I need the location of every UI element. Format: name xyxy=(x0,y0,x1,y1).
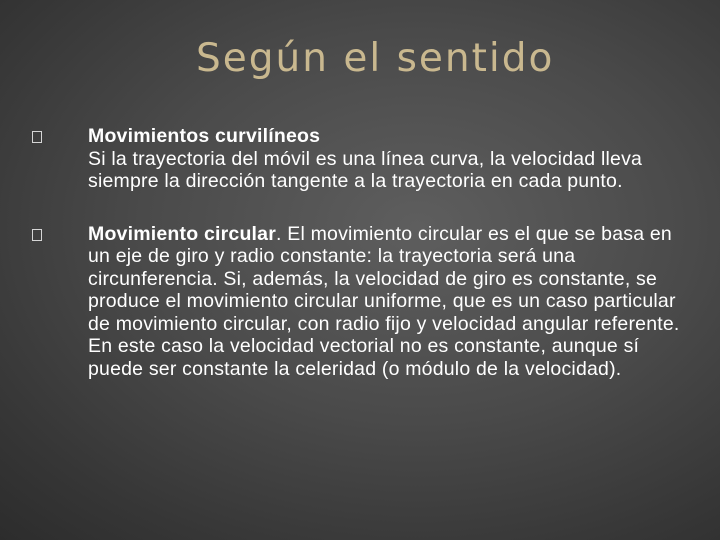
slide-title: Según el sentido xyxy=(196,36,555,81)
bullet-heading: Movimientos curvilíneos xyxy=(88,125,321,147)
bullet-heading: Movimiento circular xyxy=(88,222,277,245)
square-bullet-icon xyxy=(32,229,42,241)
bullet-item-circular xyxy=(32,223,682,381)
bullet-list xyxy=(32,125,682,380)
bullet-text: . El movimiento circular es el que se basa en un eje de giro y radio constante: la trayectoria será una circunferencia. Si, además, la velocidad de giro es constante, se produce el movimiento circular uniforme, que es un caso particular de movimiento circular, con radio fijo y velocidad angular referente. En este caso la velocidad vectorial no es constante, aunque sí puede ser constante la celeridad (o módulo de la velocidad). xyxy=(88,222,680,380)
square-bullet-icon xyxy=(32,131,42,143)
bullet-text: Si la trayectoria del móvil es una línea curva, la velocidad lleva siempre la dirección tangente a la trayectoria en cada punto. xyxy=(88,147,643,192)
bullet-item-curvilinear xyxy=(32,125,682,193)
